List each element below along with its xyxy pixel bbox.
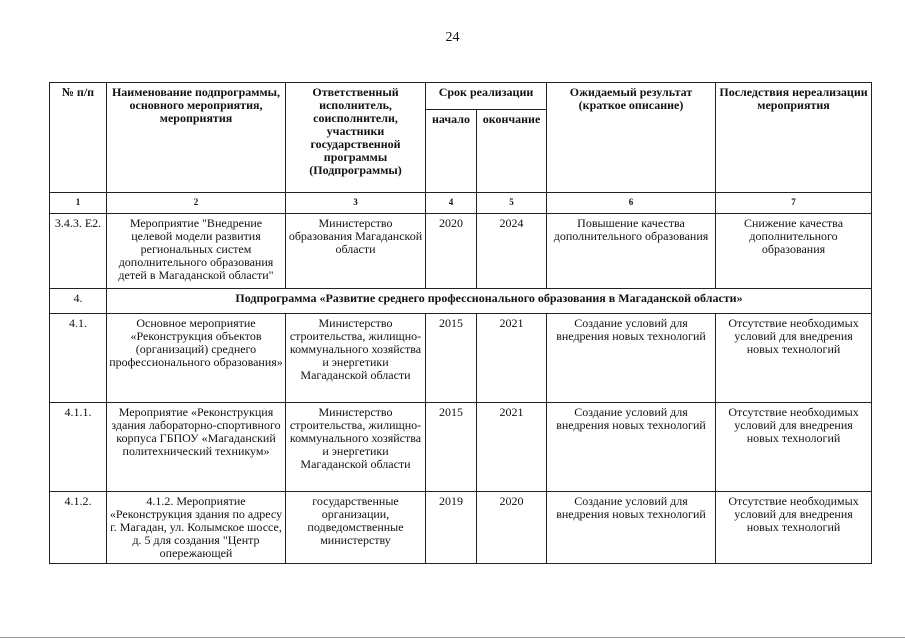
column-number: 7 (716, 193, 872, 214)
table-row (50, 403, 872, 492)
column-number-row (50, 193, 872, 214)
section-row (50, 289, 872, 314)
row-end: 2021 (477, 403, 547, 492)
row-consequence: Отсутствие необходимых условий для внедрения новых технологий (716, 403, 872, 492)
header-result: Ожидаемый результат (краткое описание) (547, 83, 716, 193)
row-num: 3.4.3. E2. (50, 214, 107, 289)
row-num: 4.1. (50, 314, 107, 403)
header-end: окончание (477, 110, 547, 193)
row-executor: Министерство образования Магаданской области (286, 214, 426, 289)
row-name: 4.1.2. Мероприятие «Реконструкция здания по адресу г. Магадан, ул. Колымское шоссе, д. 5 для создания "Центр опережающей (107, 492, 286, 564)
row-consequence: Отсутствие необходимых условий для внедрения новых технологий (716, 314, 872, 403)
column-number: 2 (107, 193, 286, 214)
column-number: 1 (50, 193, 107, 214)
header-executor: Ответственный исполнитель, соисполнители, участники государственной программы (Подпрограммы) (286, 83, 426, 193)
row-consequence: Снижение качества дополнительного образования (716, 214, 872, 289)
row-result: Создание условий для внедрения новых технологий (547, 403, 716, 492)
header-row (50, 83, 872, 110)
table-row (50, 214, 872, 289)
row-executor: Министерство строительства, жилищно-коммунального хозяйства и энергетики Магаданской области (286, 314, 426, 403)
table-row (50, 492, 872, 564)
section-num: 4. (50, 289, 107, 314)
row-end: 2024 (477, 214, 547, 289)
row-start: 2015 (426, 403, 477, 492)
column-number: 6 (547, 193, 716, 214)
row-end: 2020 (477, 492, 547, 564)
row-start: 2020 (426, 214, 477, 289)
header-term: Срок реализации (426, 83, 547, 110)
row-executor: Министерство строительства, жилищно-коммунального хозяйства и энергетики Магаданской области (286, 403, 426, 492)
row-consequence: Отсутствие необходимых условий для внедрения новых технологий (716, 492, 872, 564)
column-number: 4 (426, 193, 477, 214)
row-num: 4.1.2. (50, 492, 107, 564)
header-name: Наименование подпрограммы, основного мероприятия, мероприятия (107, 83, 286, 193)
header-num: № п/п (50, 83, 107, 193)
header-consequence: Последствия нереализации мероприятия (716, 83, 872, 193)
row-name: Мероприятие «Реконструкция здания лабораторно-спортивного корпуса ГБПОУ «Магаданский политехнический техникум» (107, 403, 286, 492)
row-name: Мероприятие "Внедрение целевой модели развития региональных систем дополнительного образования детей в Магаданской области" (107, 214, 286, 289)
row-result: Создание условий для внедрения новых технологий (547, 314, 716, 403)
column-number: 5 (477, 193, 547, 214)
program-table (49, 82, 872, 564)
column-number: 3 (286, 193, 426, 214)
page-number: 24 (445, 30, 460, 45)
row-end: 2021 (477, 314, 547, 403)
row-result: Повышение качества дополнительного образования (547, 214, 716, 289)
row-start: 2015 (426, 314, 477, 403)
row-name: Основное мероприятие «Реконструкция объектов (организаций) среднего профессионального образования» (107, 314, 286, 403)
header-start: начало (426, 110, 477, 193)
page-bottom-divider (0, 637, 905, 638)
row-result: Создание условий для внедрения новых технологий (547, 492, 716, 564)
row-num: 4.1.1. (50, 403, 107, 492)
row-start: 2019 (426, 492, 477, 564)
row-executor: государственные организации, подведомственные министерству (286, 492, 426, 564)
section-title: Подпрограмма «Развитие среднего профессионального образования в Магаданской области» (107, 289, 872, 314)
table-row (50, 314, 872, 403)
